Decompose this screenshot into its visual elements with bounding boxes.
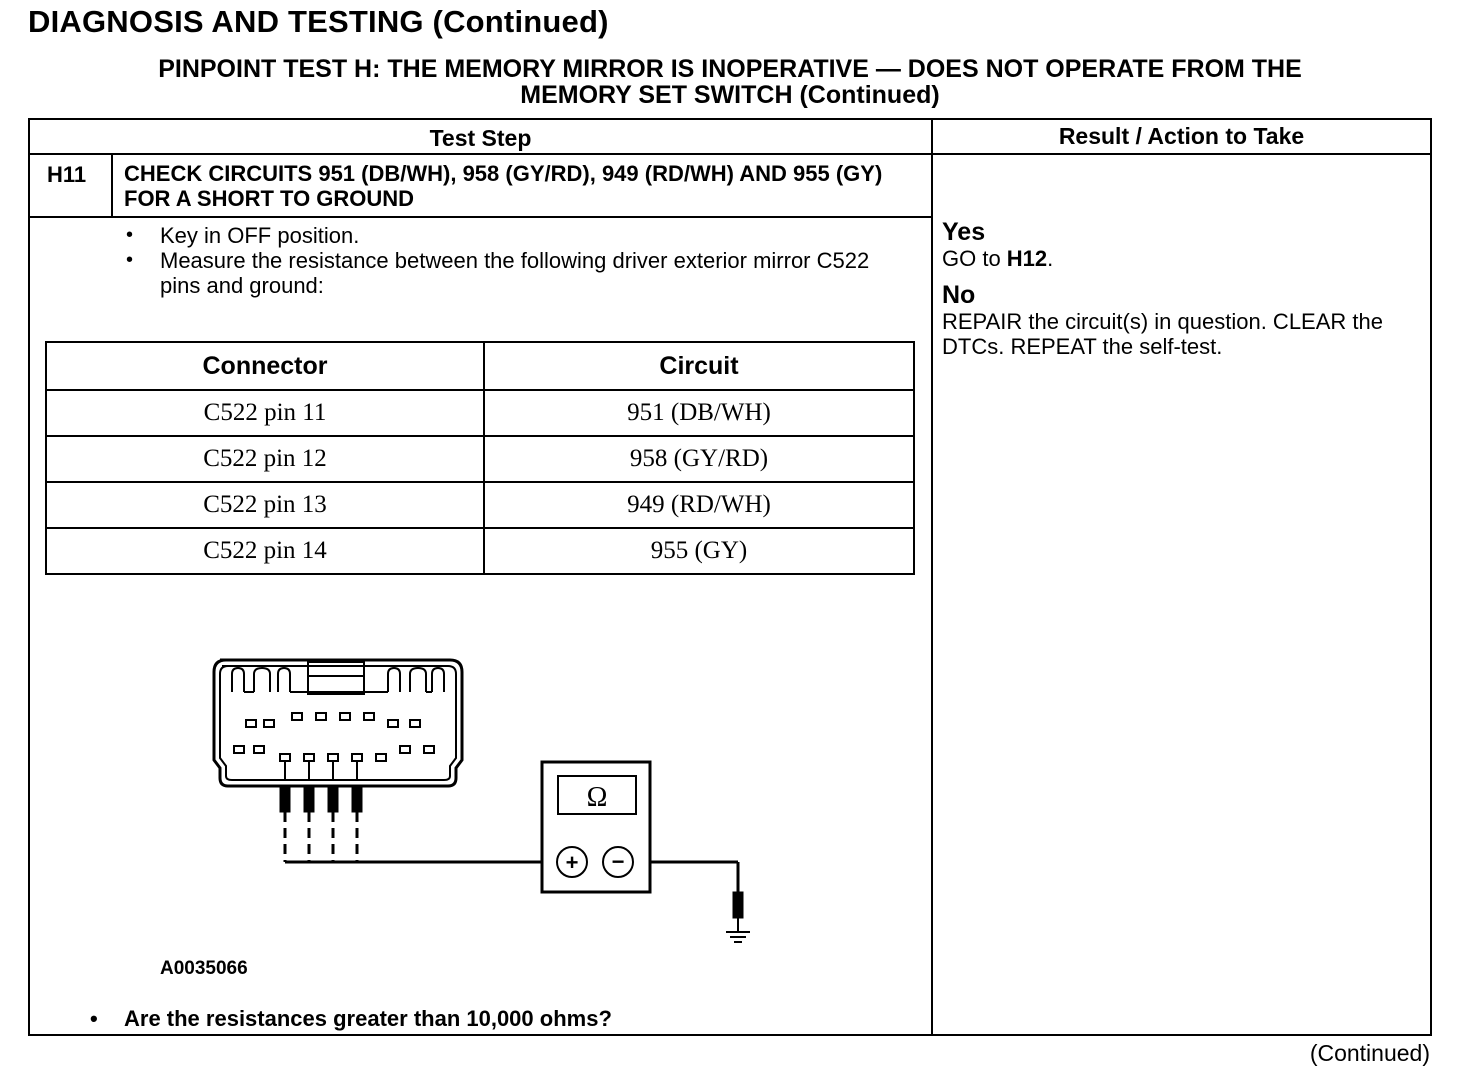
table-row — [46, 528, 914, 574]
instruction-1: • Key in OFF position. — [124, 223, 914, 248]
yes-action-prefix: GO to — [942, 246, 1007, 271]
circuit-cell: 955 (GY) — [484, 528, 914, 574]
connector-c522-icon — [214, 660, 462, 786]
step-title-divider — [30, 216, 932, 218]
ohmmeter-test-diagram — [180, 640, 780, 950]
result-yes-label: Yes — [942, 218, 986, 246]
step-title: CHECK CIRCUITS 951 (DB/WH), 958 (GY/RD), 949 (RD/WH) AND 955 (GY) FOR A SHORT TO GROUND — [124, 161, 883, 211]
circuit-header: Circuit — [484, 342, 914, 390]
table-row — [46, 482, 914, 528]
instruction-2: • Measure the resistance between the following driver exterior mirror C522 pins and ground: — [124, 248, 914, 298]
step-id: H11 — [47, 162, 87, 187]
table-row — [46, 390, 914, 436]
test-title-line-1: PINPOINT TEST H: THE MEMORY MIRROR IS INOPERATIVE — DOES NOT OPERATE FROM THE — [158, 55, 1302, 83]
figure-label: A0035066 — [160, 958, 248, 979]
connector-header: Connector — [46, 342, 484, 390]
circuit-cell: 958 (GY/RD) — [484, 436, 914, 482]
connector-cell: C522 pin 13 — [46, 482, 484, 528]
circuit-cell: 951 (DB/WH) — [484, 390, 914, 436]
connector-cell: C522 pin 11 — [46, 390, 484, 436]
result-no-action: REPAIR the circuit(s) in question. CLEAR the DTCs. REPEAT the self-test. — [942, 309, 1383, 359]
connector-cell: C522 pin 12 — [46, 436, 484, 482]
ohmmeter-icon — [542, 762, 650, 892]
connector-cell: C522 pin 14 — [46, 528, 484, 574]
column-header-test-step: Test Step — [429, 125, 532, 151]
connector-table-header-row — [46, 342, 914, 390]
result-no-label: No — [942, 281, 976, 309]
connector-pins-icon — [234, 713, 434, 761]
column-header-result: Result / Action to Take — [1058, 123, 1305, 149]
continued-footer: (Continued) — [1309, 1040, 1430, 1066]
yes-action-target: H12 — [1006, 246, 1048, 271]
ground-lead-icon — [650, 862, 750, 942]
test-title-line-2: MEMORY SET SWITCH (Continued) — [520, 81, 940, 109]
result-action-panel — [942, 218, 1422, 369]
step-question: • Are the resistances greater than 10,000 ohms? — [124, 1006, 612, 1032]
circuit-cell: 949 (RD/WH) — [484, 482, 914, 528]
pinpoint-test-title — [40, 56, 1420, 108]
test-probes-icon — [280, 762, 542, 862]
pinpoint-test-table — [28, 118, 1432, 1036]
minus-terminal: − — [611, 849, 625, 874]
step-instructions — [124, 223, 914, 298]
ohm-symbol: Ω — [586, 782, 608, 813]
header-divider — [30, 153, 1430, 155]
yes-action-suffix: . — [1047, 246, 1054, 271]
table-row — [46, 436, 914, 482]
column-divider — [931, 120, 933, 1034]
step-id-divider — [111, 153, 113, 217]
connector-circuit-table — [45, 341, 915, 575]
page-header: DIAGNOSIS AND TESTING (Continued) — [28, 4, 609, 39]
result-yes-action — [942, 246, 1422, 271]
plus-terminal: + — [565, 850, 579, 875]
